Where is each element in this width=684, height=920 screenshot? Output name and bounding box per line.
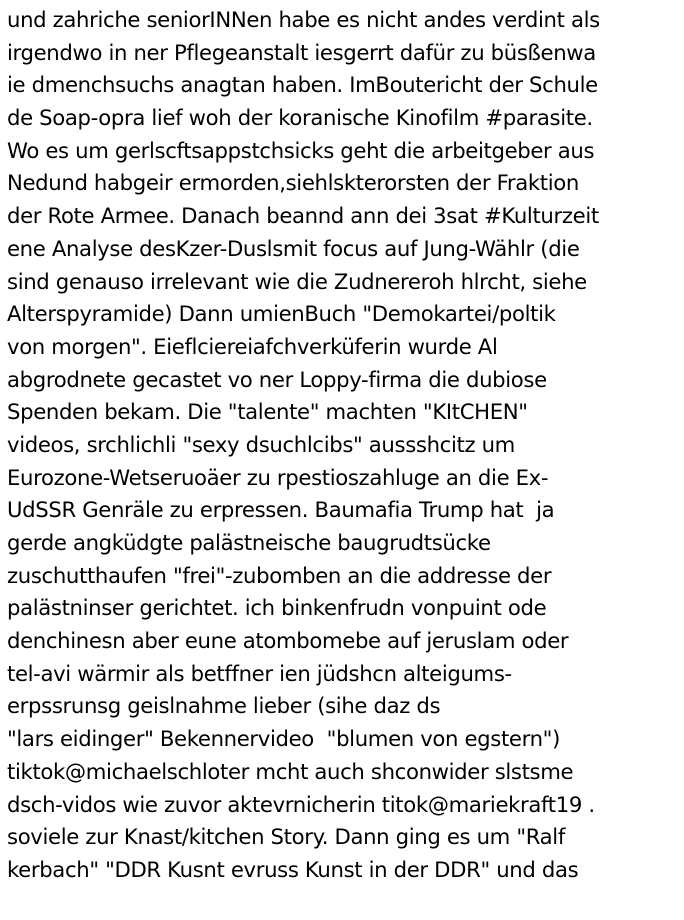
text-line: Spenden bekam. Die "talente" machten "KItCHEN" — [7, 399, 528, 425]
text-line: erpssrunsg geislnahme lieber (sihe daz ds — [7, 693, 441, 719]
text-line: Alterspyramide) Dann umienBuch "Demokartei/poltik — [7, 301, 556, 327]
text-line: UdSSR Genräle zu erpressen. Baumafia Trump hat ja — [7, 497, 555, 523]
text-line: "lars eidinger" Bekennervideo "blumen von egstern") — [7, 726, 560, 752]
text-line: denchinesn aber eune atombomebe auf jeruslam oder — [7, 628, 569, 654]
text-line: kerbach" "DDR Kusnt evruss Kunst in der DDR" und das — [7, 856, 579, 882]
text-line: irgendwo in ner Pflegeanstalt iesgerrt dafür zu büsßenwa — [7, 39, 596, 65]
text-line: sind genauso irrelevant wie die Zudnereroh hlrcht, siehe — [7, 268, 587, 294]
text-line: gerde angküdgte palästneische baugrudtsücke — [7, 530, 491, 555]
text-line: ene Analyse desKzer-Duslsmit focus auf Jung-Wählr (die — [7, 235, 580, 261]
text-line: abgrodnete gecastet vo ner Loppy-firma die dubiose — [7, 366, 547, 392]
text-line: von morgen". Eieflciereiafchverküferin wurde Al — [7, 333, 498, 359]
text-line: videos, srchlichli "sexy dsuchlcibs" aussshcitz um — [7, 431, 515, 457]
text-line: tiktok@michaelschloter mcht auch shconwider slstsme — [7, 758, 574, 784]
text-line: soviele zur Knast/kitchen Story. Dann ging es um "Ralf — [7, 824, 565, 850]
text-line: palästninser gerichtet. ich binkenfrudn vonpuint ode — [7, 595, 547, 621]
text-line: tel-avi wärmir als betffner ien jüdshcn alteigums- — [7, 660, 512, 686]
text-line: der Rote Armee. Danach beannd ann dei 3sat #Kulturzeit — [7, 203, 599, 229]
text-line: Eurozone-Wetseruoäer zu rpestioszahluge an die Ex- — [7, 464, 549, 490]
text-line: dsch-vidos wie zuvor aktevrnicherin titok@mariekraft19 . — [7, 791, 595, 817]
text-line: de Soap-opra lief woh der koranische Kinofilm #parasite. — [7, 105, 593, 131]
text-line: und zahriche seniorINNen habe es nicht andes verdint als — [7, 7, 600, 32]
document-text — [7, 4, 683, 887]
text-line: zuschutthaufen "frei"-zubomben an die addresse der — [7, 562, 552, 588]
text-line: Nedund habgeir ermorden,siehlskterorsten der Fraktion — [7, 170, 579, 196]
text-line: ie dmenchsuchs anagtan haben. ImBoutericht der Schule — [7, 72, 598, 98]
text-line: Wo es um gerlscftsappstchsicks geht die arbeitgeber aus — [7, 137, 595, 163]
